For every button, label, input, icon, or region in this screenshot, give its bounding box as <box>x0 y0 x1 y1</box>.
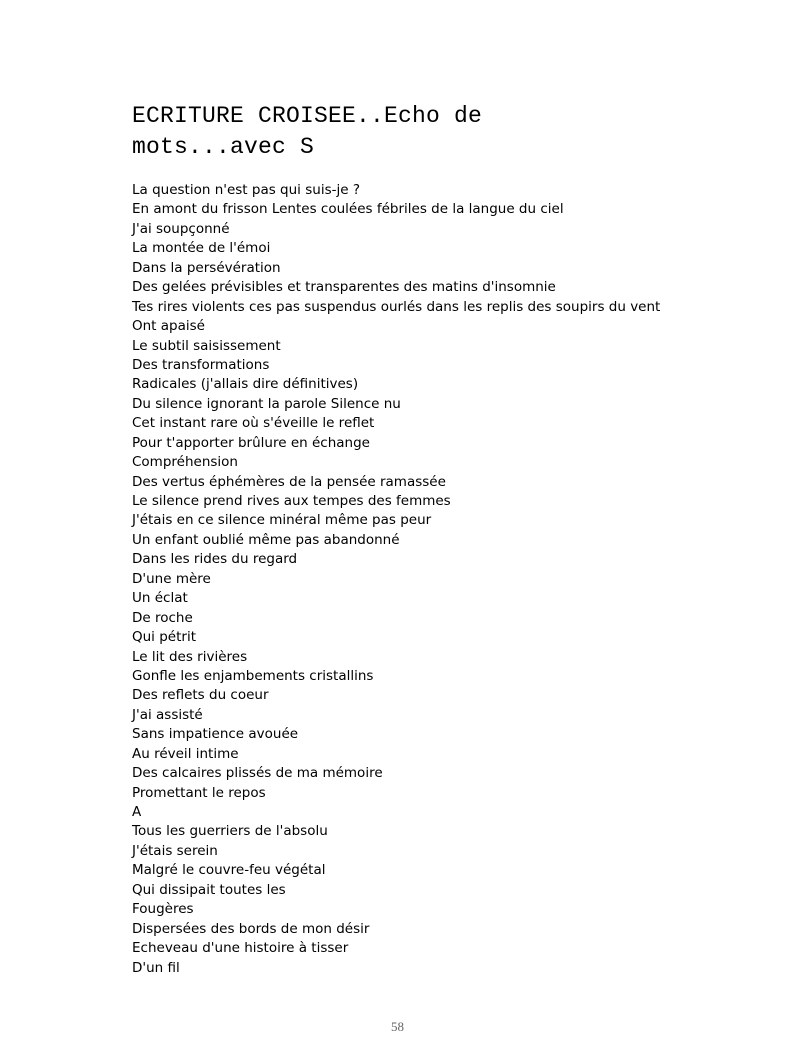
poem-line: Pour t'apporter brûlure en échange <box>132 434 370 451</box>
poem-line: Tes rires violents ces pas suspendus ourlés dans les replis des soupirs du vent <box>132 298 661 315</box>
title-line-2: mots...avec S <box>132 134 315 160</box>
poem-line: Ont apaisé <box>132 318 205 335</box>
poem-line: Qui pétrit <box>132 629 196 646</box>
poem-line: Sans impatience avouée <box>132 726 299 743</box>
poem-line: Des reflets du coeur <box>132 687 269 704</box>
page-number: 58 <box>391 1019 404 1034</box>
poem-line: A <box>132 804 142 820</box>
poem-line: D'une mère <box>132 570 211 587</box>
poem-line: Des vertus éphémères de la pensée ramassée <box>132 473 446 490</box>
poem-line: J'étais en ce silence minéral même pas peur <box>132 512 432 529</box>
poem-line: En amont du frisson Lentes coulées fébriles de la langue du ciel <box>132 201 564 218</box>
poem-line: Des gelées prévisibles et transparentes des matins d'insomnie <box>132 279 556 296</box>
poem-line: Des transformations <box>132 356 270 373</box>
poem-line: Un enfant oublié même pas abandonné <box>132 531 400 548</box>
poem-line: Du silence ignorant la parole Silence nu <box>132 395 401 412</box>
poem-line: Echeveau d'une histoire à tisser <box>132 940 349 957</box>
poem-line: Des calcaires plissés de ma mémoire <box>132 765 383 782</box>
poem-line: J'ai soupçonné <box>132 220 230 237</box>
title-line-1: ECRITURE CROISEE..Echo de <box>132 103 483 129</box>
poem-line: La question n'est pas qui suis-je ? <box>132 182 360 198</box>
poem-body <box>132 181 772 978</box>
poem-line: Malgré le couvre-feu végétal <box>132 862 326 879</box>
poem-line: Un éclat <box>132 590 188 607</box>
poem-line: Le silence prend rives aux tempes des femmes <box>132 493 451 509</box>
poem-line: J'étais serein <box>132 842 218 859</box>
poem-line: Radicales (j'allais dire définitives) <box>132 376 359 393</box>
poem-line: Promettant le repos <box>132 784 266 801</box>
poem-line: Cet instant rare où s'éveille le reflet <box>132 415 375 432</box>
poem-line: D'un fil <box>132 959 180 976</box>
poem-line: Dans les rides du regard <box>132 551 298 568</box>
poem-line: La montée de l'émoi <box>132 240 271 257</box>
poem-line: Dispersées des bords de mon désir <box>132 920 370 937</box>
poem-line: De roche <box>132 609 193 626</box>
poem-line: Qui dissipait toutes les <box>132 881 286 898</box>
poem-line: Compréhension <box>132 454 238 471</box>
poem-line: Gonfle les enjambements cristallins <box>132 667 374 684</box>
poem-line: Fougères <box>132 901 194 918</box>
page-title <box>132 101 552 163</box>
poem-line: Tous les guerriers de l'absolu <box>132 823 328 840</box>
poem-line: Le subtil saisissement <box>132 337 281 354</box>
poem-line: J'ai assisté <box>132 706 203 723</box>
poem-line: Dans la persévération <box>132 259 281 276</box>
poem-line: Le lit des rivières <box>132 648 248 665</box>
poem-line: Au réveil intime <box>132 745 239 762</box>
